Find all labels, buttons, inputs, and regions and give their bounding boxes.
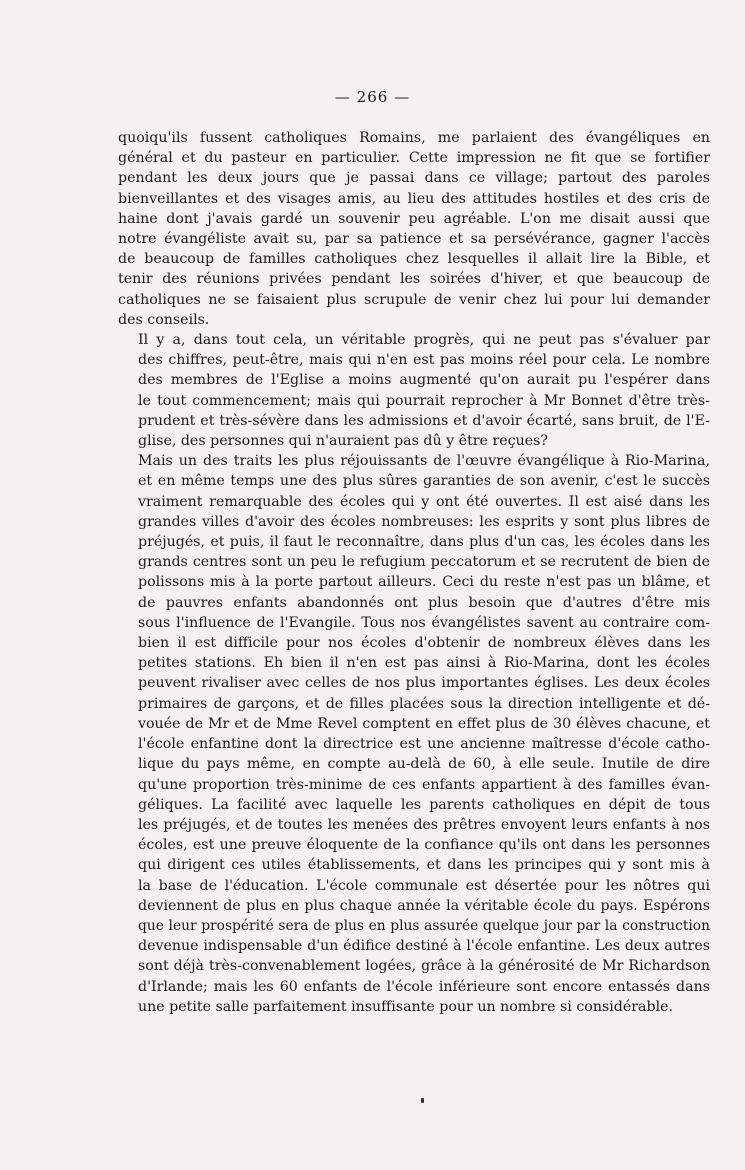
- text-line: petites stations. Eh bien il n'en est pas ainsi à Rio-Marina, dont les écoles: [138, 655, 710, 672]
- text-line: prudent et très-sévère dans les admissions et d'avoir écarté, sans bruit, de l'E-: [138, 412, 710, 429]
- text-line: d'Irlande; mais les 60 enfants de l'école inférieure sont encore entassés dans: [138, 978, 710, 995]
- text-line: écoles, est une preuve éloquente de la confiance qu'ils ont dans les personnes: [138, 837, 710, 854]
- text-line: sont déjà très-convenablement logées, grâce à la générosité de Mr Richardson: [138, 958, 710, 975]
- body-text: [118, 128, 710, 1017]
- paragraph-3: [118, 451, 710, 1017]
- text-line: qu'une proportion très-minime de ces enfants appartient à des familles évan-: [138, 776, 710, 793]
- text-line: peuvent rivaliser avec celles de nos plus importantes églises. Les deux écoles: [138, 675, 710, 692]
- text-line: sous l'influence de l'Evangile. Tous nos évangélistes savent au contraire com-: [138, 614, 710, 631]
- text-line: quoiqu'ils fussent catholiques Romains, me parlaient des évangéliques en: [118, 130, 710, 146]
- text-line: géliques. La facilité avec laquelle les parents catholiques en dépit de tous: [138, 796, 710, 813]
- text-line: de pauvres enfants abandonnés ont plus besoin que d'autres d'être mis: [138, 594, 710, 611]
- text-line: et en même temps une des plus sûres garanties de son avenir, c'est le succès: [138, 473, 710, 490]
- text-line: une petite salle parfaitement insuffisante pour un nombre si considérable.: [138, 998, 674, 1015]
- text-line: les préjugés, et de toutes les menées des prêtres envoyent leurs enfants à nos: [138, 816, 710, 833]
- text-line: Il y a, dans tout cela, un véritable progrès, qui ne peut pas s'évaluer par: [138, 332, 710, 349]
- page-number: — 266 —: [334, 88, 411, 106]
- text-line: grandes villes d'avoir des écoles nombreuses: les esprits y sont plus libres de: [138, 513, 710, 530]
- text-line: lique du pays même, en compte au-delà de 60, à elle seule. Inutile de dire: [138, 756, 710, 773]
- text-line: bien il est difficile pour nos écoles d'obtenir de nombreux élèves dans les: [138, 635, 710, 652]
- text-line: des membres de l'Eglise a moins augmenté qu'on aurait pu l'espérer dans: [138, 372, 710, 389]
- text-line: catholiques ne se faisaient plus scrupule de venir chez lui pour lui demander: [118, 291, 710, 308]
- text-line: préjugés, et puis, il faut le reconnaître, dans plus d'un cas, les écoles dans les: [138, 534, 710, 551]
- text-line: haine dont j'avais gardé un souvenir peu agréable. L'on me disait aussi que: [118, 210, 710, 227]
- text-line: vouée de Mr et de Mme Revel comptent en effet plus de 30 élèves chacune, et: [138, 715, 710, 732]
- text-line: notre évangéliste avait su, par sa patience et sa persévérance, gagner l'accès: [118, 231, 710, 248]
- text-line: pendant les deux jours que je passai dans ce village; partout des paroles: [118, 170, 710, 187]
- text-line: tenir des réunions privées pendant les soirées d'hiver, et que beaucoup de: [118, 271, 710, 288]
- text-line: glise, des personnes qui n'auraient pas dû y être reçues?: [138, 433, 549, 450]
- text-line: que leur prospérité sera de plus en plus assurée quelque jour par la construction: [138, 917, 710, 934]
- text-line: Mais un des traits les plus réjouissants de l'œuvre évangélique à Rio-Marina,: [138, 453, 710, 470]
- text-line: deviennent de plus en plus chaque année la véritable école du pays. Espérons: [138, 897, 710, 914]
- ink-speck: [421, 1098, 424, 1103]
- text-line: des conseils.: [118, 311, 210, 328]
- text-line: le tout commencement; mais qui pourrait reprocher à Mr Bonnet d'être très-: [138, 392, 710, 409]
- text-line: général et du pasteur en particulier. Cette impression ne fit que se fortifier: [118, 150, 710, 167]
- text-line: grands centres sont un peu le refugium peccatorum et se recrutent de bien de: [138, 554, 710, 571]
- text-line: des chiffres, peut-être, mais qui n'en est pas moins réel pour cela. Le nombre: [138, 352, 710, 369]
- text-line: devenue indispensable d'un édifice destiné à l'école enfantine. Les deux autres: [138, 938, 710, 955]
- text-line: la base de l'éducation. L'école communale est désertée pour les nôtres qui: [138, 877, 710, 894]
- text-line: bienveillantes et des visages amis, au lieu des attitudes hostiles et des cris de: [118, 190, 710, 207]
- text-line: polissons mis à la porte partout ailleurs. Ceci du reste n'est pas un blâme, et: [138, 574, 710, 591]
- paragraph-2: [118, 330, 710, 451]
- text-line: vraiment remarquable des écoles qui y ont été ouvertes. Il est aisé dans les: [138, 493, 710, 510]
- text-line: de beaucoup de familles catholiques chez lesquelles il allait lire la Bible, et: [118, 251, 710, 268]
- text-line: qui dirigent ces utiles établissements, et dans les principes qui y sont mis à: [138, 857, 710, 874]
- text-line: primaires de garçons, et de filles placées sous la direction intelligente et dé-: [138, 695, 710, 712]
- text-line: l'école enfantine dont la directrice est une ancienne maîtresse d'école catho-: [138, 736, 710, 753]
- paragraph-1: [118, 128, 710, 330]
